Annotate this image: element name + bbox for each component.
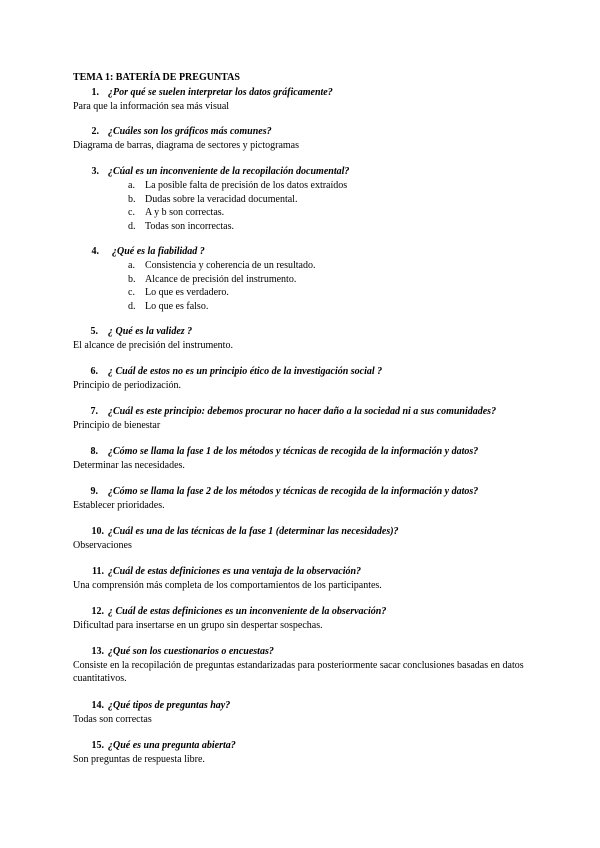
question-line (0, 365, 600, 378)
option-text: A y b son correctas. (145, 207, 225, 218)
question-line (0, 485, 600, 498)
question-text: ¿Cómo se llama la fase 2 de los métodos y técnicas de recogida de la información y datos? (108, 486, 479, 497)
question-8 (0, 445, 600, 472)
question-15 (0, 739, 600, 766)
option-letter: a. (128, 260, 135, 271)
option-letter: b. (128, 193, 136, 205)
question-line (0, 525, 600, 538)
question-number: 7. (90, 406, 98, 417)
question-line (0, 325, 600, 338)
question-12 (0, 605, 600, 632)
question-line (0, 699, 600, 712)
question-number: 13. (91, 646, 104, 657)
option-item (0, 273, 600, 287)
question-text: ¿Cuál es este principio: debemos procurar no hacer daño a la sociedad ni a sus comunidades? (108, 406, 497, 417)
question-11 (0, 565, 600, 592)
question-number: 14. (91, 700, 104, 711)
answer-text: Establecer prioridades. (73, 500, 165, 511)
question-text: ¿Cuál de estas definiciones es una ventaja de la observación? (108, 566, 362, 577)
question-13 (0, 645, 600, 685)
question-text: ¿ Cuál de estas definiciones es un inconveniente de la observación? (108, 606, 387, 617)
question-line (0, 605, 600, 618)
option-letter: b. (128, 273, 136, 285)
answer-text: Principio de bienestar (73, 420, 161, 431)
question-text: ¿Qué son los cuestionarios o encuestas? (108, 646, 274, 657)
option-item (0, 193, 600, 207)
question-number: 10. (91, 526, 104, 537)
question-line (0, 445, 600, 458)
question-line (0, 405, 600, 418)
answer-text: Son preguntas de respuesta libre. (73, 754, 205, 765)
question-line (0, 165, 600, 178)
answer-text: Observaciones (73, 540, 132, 551)
question-text: ¿Cuál es una de las técnicas de la fase 1 (determinar las necesidades)? (108, 526, 399, 537)
question-number: 9. (90, 486, 98, 497)
question-14 (0, 699, 600, 726)
question-line (0, 86, 600, 99)
answer-text: Diagrama de barras, diagrama de sectores y pictogramas (73, 140, 300, 151)
question-number: 5. (90, 326, 98, 337)
document-title: TEMA 1: BATERÍA DE PREGUNTAS (73, 72, 240, 83)
option-text: Lo que es falso. (145, 300, 209, 312)
answer-text: Dificultad para insertarse en un grupo sin despertar sospechas. (73, 620, 323, 631)
question-number: 3. (91, 166, 99, 177)
option-list (0, 179, 600, 233)
question-6 (0, 365, 600, 392)
option-list (0, 259, 600, 313)
question-number: 8. (90, 446, 98, 457)
option-text: Dudas sobre la veracidad documental. (145, 193, 298, 205)
answer-text: Determinar las necesidades. (73, 460, 185, 471)
option-item (0, 300, 600, 314)
question-text: ¿Qué es la fiabilidad ? (112, 246, 205, 257)
question-line (0, 125, 600, 138)
question-text: ¿Cúal es un inconveniente de la recopilación documental? (108, 166, 350, 177)
question-10 (0, 525, 600, 552)
option-letter: c. (128, 207, 135, 218)
question-2 (0, 125, 600, 152)
option-letter: d. (128, 220, 136, 232)
answer-text: El alcance de precisión del instrumento. (73, 340, 233, 351)
question-line (0, 245, 600, 258)
question-number: 11. (92, 566, 104, 577)
option-text: Lo que es verdadero. (145, 287, 229, 298)
question-5 (0, 325, 600, 352)
option-item (0, 259, 600, 273)
answer-text: Consiste en la recopilación de preguntas estandarizadas para posteriormente sacar conclusiones basadas en datos cuantitativos. (73, 660, 524, 684)
answer-text: Principio de periodización. (73, 380, 182, 391)
option-item (0, 179, 600, 193)
answer-text: Todas son correctas (73, 714, 152, 725)
question-text: ¿ Cuál de estos no es un principio ético de la investigación social ? (108, 366, 383, 377)
option-letter: c. (128, 287, 135, 298)
question-line (0, 645, 600, 658)
option-item (0, 286, 600, 300)
question-number: 2. (91, 126, 99, 137)
question-text: ¿Por qué se suelen interpretar los datos gráficamente? (108, 87, 333, 98)
option-text: La posible falta de precisión de los datos extraídos (145, 180, 348, 191)
question-9 (0, 485, 600, 512)
question-number: 15. (91, 740, 104, 751)
question-number: 12. (91, 606, 104, 617)
option-letter: a. (128, 180, 135, 191)
question-number: 1. (91, 87, 99, 98)
question-7 (0, 405, 600, 432)
question-3 (0, 165, 600, 233)
option-letter: d. (128, 300, 136, 312)
option-text: Alcance de precisión del instrumento. (145, 273, 297, 285)
option-text: Consistencia y coherencia de un resultado. (145, 260, 316, 271)
question-number: 6. (90, 366, 98, 377)
question-number: 4. (91, 246, 99, 257)
answer-text: Para que la información sea más visual (73, 101, 230, 112)
question-1 (0, 86, 600, 113)
question-text: ¿Cuáles son los gráficos más comunes? (108, 126, 272, 137)
question-text: ¿Cómo se llama la fase 1 de los métodos y técnicas de recogida de la información y datos? (108, 446, 479, 457)
question-text: ¿Qué es una pregunta abierta? (108, 740, 236, 751)
option-text: Todas son incorrectas. (145, 220, 234, 232)
option-item (0, 220, 600, 234)
answer-text: Una comprensión más completa de los comportamientos de los participantes. (73, 580, 382, 591)
question-4 (0, 245, 600, 313)
question-text: ¿Qué tipos de preguntas hay? (108, 700, 231, 711)
question-line (0, 565, 600, 578)
option-item (0, 206, 600, 220)
question-text: ¿ Qué es la validez ? (108, 326, 193, 337)
question-line (0, 739, 600, 752)
